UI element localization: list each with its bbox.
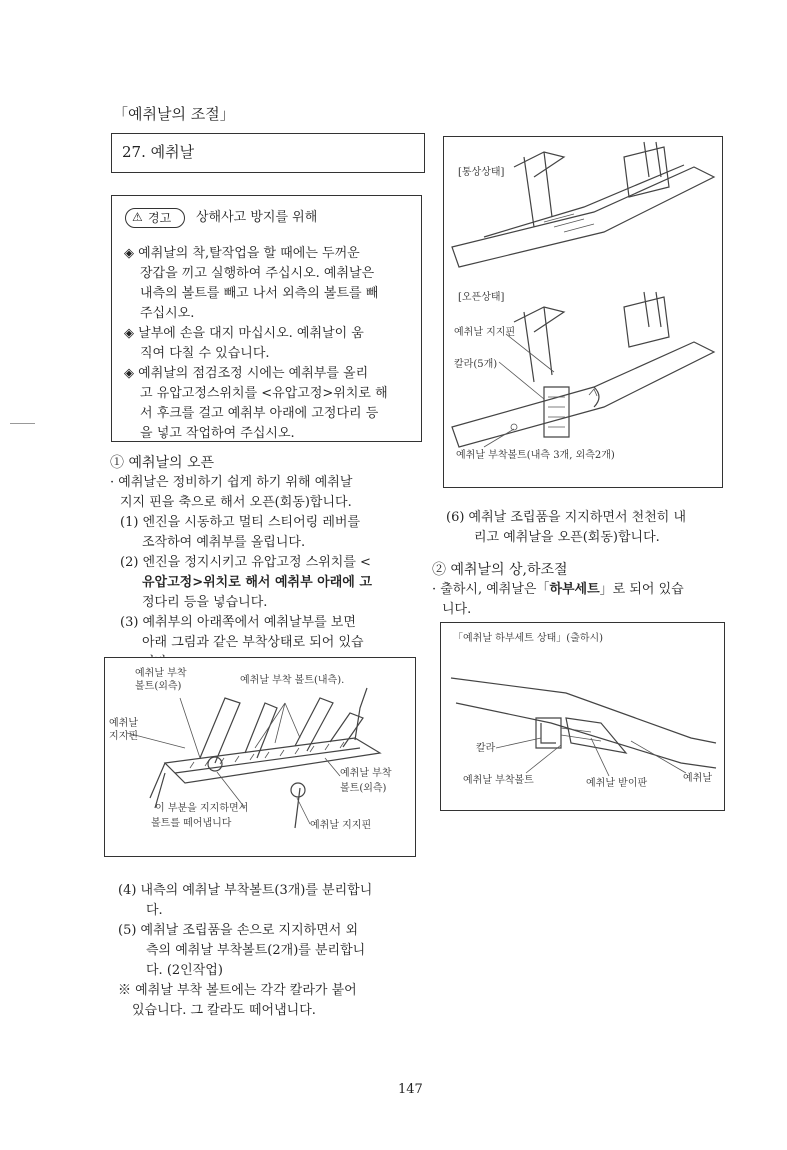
warning-badge	[125, 208, 185, 228]
warning-title: 상해사고 방지를 위해	[196, 210, 318, 225]
step-line: (6) 예취날 조립품을 지지하면서 천천히 내	[446, 510, 687, 525]
step1-sub-line: 조작하여 예취부를 올립니다.	[142, 535, 306, 550]
warning-line: 서 후크를 걸고 예취부 아래에 고정다리 등	[140, 406, 379, 421]
label-outer-bolt-right: 볼트(외측)	[340, 783, 387, 794]
blade-states-illustration	[444, 137, 722, 487]
figure-lower-set	[440, 622, 725, 811]
figure-lower-set-title: 「예취날 하부세트 상태」(출하시)	[453, 633, 604, 644]
label-blade: 예취날	[683, 773, 712, 784]
warning-line: 주십시오.	[140, 306, 195, 321]
warning-badge-label: 경고	[148, 211, 172, 225]
chapter-heading: 27. 예취날	[122, 143, 195, 161]
warning-triangle-icon: ⚠	[132, 210, 143, 224]
label-collar-count: 칼라(5개)	[454, 359, 498, 370]
step2-text-prefix: · 출하시, 예취날은「	[432, 582, 550, 597]
chapter-heading-box	[111, 133, 425, 173]
step1-sub-line: (1) 엔진을 시동하고 멀티 스티어링 레버를	[120, 515, 361, 530]
label-mount-bolt: 예취날 부착볼트	[463, 775, 534, 786]
step-line: 다. (2인작업)	[146, 963, 223, 978]
warning-line: ◈ 예취날의 점검조정 시에는 예취부를 올리	[124, 366, 369, 381]
step-line: 다.	[146, 903, 163, 918]
step2-heading: ② 예취날의 상,하조절	[432, 562, 568, 578]
step1-intro-line: 지지 핀을 축으로 해서 오픈(회동)합니다.	[120, 495, 352, 510]
step2-section	[432, 560, 684, 620]
step2-text-line2: 니다.	[442, 602, 472, 617]
step-line: 리고 예취날을 오픈(회동)합니다.	[474, 530, 660, 545]
step2-text-suffix: 」로 되어 있습	[599, 582, 684, 597]
step2-text-bold: 하부세트	[549, 582, 600, 597]
label-support-note: 이 부분을 지지하면서	[155, 803, 249, 814]
warning-line: 을 넣고 작업하여 주십시오.	[140, 426, 295, 441]
label-support-pin-bottom: 예취날 지지핀	[310, 820, 372, 831]
warning-line: ◈ 예취날의 착,탈작업을 할 때에는 두꺼운	[124, 246, 360, 261]
label-collar: 칼라	[476, 743, 496, 754]
warning-line: 내측의 볼트를 빼고 나서 외측의 볼트를 빼	[140, 286, 379, 301]
step1-sub-line: (2) 엔진을 정지시키고 유압고정 스위치를 <	[120, 555, 371, 570]
label-support-pin: 예취날 지지핀	[454, 327, 516, 338]
label-normal-state: [통상상태]	[458, 167, 505, 178]
label-bolt-count: 예취날 부착볼트(내측 3개, 외측2개)	[456, 450, 615, 461]
label-blade-plate: 예취날 받이판	[586, 778, 648, 789]
steps-after	[118, 881, 372, 1021]
page-number: 147	[398, 1082, 423, 1097]
step-line: 있습니다. 그 칼라도 떼어냅니다.	[132, 1003, 316, 1018]
label-outer-bolt: 예취날 부착	[135, 668, 187, 679]
step-line: 측의 예취날 부착볼트(2개)를 분리합니	[146, 943, 366, 958]
warning-line: ◈ 날부에 손을 대지 마십시오. 예취날이 움	[124, 326, 364, 341]
step1-sub-line: 아래 그림과 같은 부착상태로 되어 있습	[142, 635, 364, 650]
warning-item-2	[124, 324, 364, 364]
label-inner-bolt: 예취날 부착 볼트(내측).	[240, 675, 345, 686]
step1-sub-line: (3) 예취부의 아래쪽에서 예취날부를 보면	[120, 615, 356, 630]
step1-sub-line: 정다리 등을 넣습니다.	[142, 595, 268, 610]
figure-blade-states	[443, 136, 723, 488]
step-line: ※ 예취날 부착 볼트에는 각각 칼라가 붙어	[118, 983, 357, 998]
label-support-pin-left: 지지핀	[109, 731, 138, 742]
label-open-state: [오픈상태]	[458, 292, 505, 303]
warning-item-3	[124, 364, 388, 444]
step1-heading: ① 예취날의 오픈	[110, 455, 215, 471]
label-outer-bolt-right: 예취날 부착	[340, 768, 392, 779]
warning-line: 장갑을 끼고 실행하여 주십시오. 예취날은	[140, 266, 375, 281]
step1-section	[110, 453, 372, 673]
section-title: 「예취날의 조절」	[113, 105, 235, 123]
step-line: (5) 예취날 조립품을 손으로 지지하면서 외	[118, 923, 359, 938]
warning-line: 고 유압고정스위치를 <유압고정>위치로 해	[140, 386, 388, 401]
label-support-pin-left: 예취날	[109, 718, 138, 729]
step2-text	[432, 580, 684, 600]
step-line: (4) 내측의 예취날 부착볼트(3개)를 분리합니	[118, 883, 373, 898]
label-outer-bolt: 볼트(외측)	[135, 681, 182, 692]
step6	[446, 508, 686, 548]
warning-item-1	[124, 244, 378, 324]
step1-sub-line: 유압고정>위치로 해서 예취부 아래에 고	[142, 575, 372, 590]
warning-box	[111, 195, 422, 442]
step1-intro-line: · 예취날은 정비하기 쉽게 하기 위해 예취날	[110, 475, 353, 490]
warning-line: 직여 다칠 수 있습니다.	[140, 346, 270, 361]
margin-mark	[10, 423, 35, 424]
figure-blade-bolts	[104, 657, 416, 857]
label-support-note: 볼트를 떼어냅니다	[151, 818, 232, 829]
